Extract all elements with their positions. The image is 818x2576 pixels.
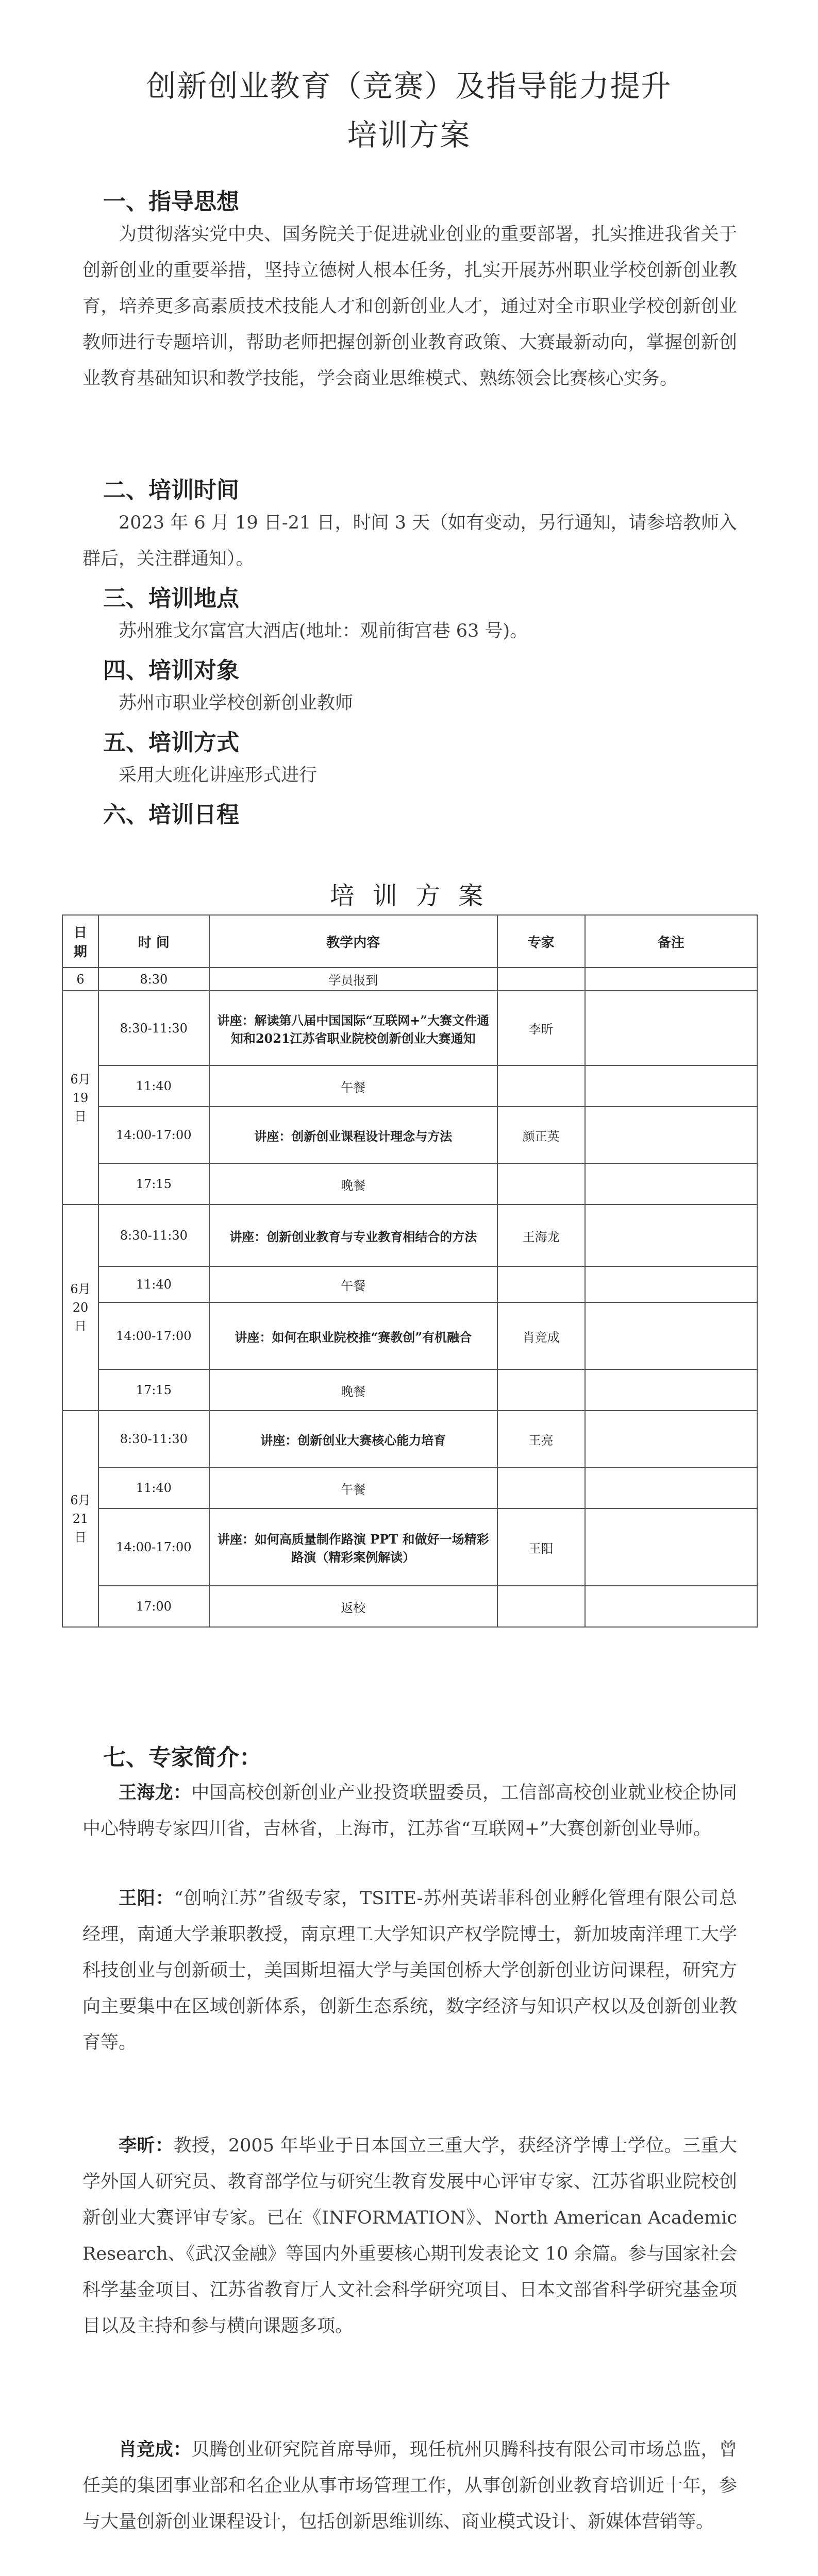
expert-cell: 颜正英 [497,1107,585,1163]
content-cell: 晚餐 [209,1163,497,1205]
section-heading-experts: 七、专家简介： [103,1744,262,1771]
time-cell: 14:00-17:00 [98,1107,209,1163]
table-row [62,1411,757,1467]
date-cell: 6 [62,968,98,991]
content-cell: 讲座：解读第八届中国国际“互联网+”大赛文件通知和2021江苏省职业院校创新创业大赛通知 [209,991,497,1065]
expert-bio [82,1880,737,2061]
guiding-paragraph: 为贯彻落实党中央、国务院关于促进就业创业的重要部署，扎实推进我省关于创新创业的重要举措，坚持立德树人根本任务，扎实开展苏州职业学校创新创业教育，培养更多高素质技术技能人才和创新创业人才，通过对全市职业学校创新创业教师进行专题培训，帮助老师把握创新创业教育政策、大赛最新动向，掌握创新创业教育基础知识和教学技能，学会商业思维模式、熟练领会比赛核心实务。 [82,224,737,389]
table-row [62,1205,757,1266]
expert-name: 李昕： [119,2135,174,2156]
date-cell-19: 6月19日 [62,991,98,1205]
time-cell: 17:15 [98,1163,209,1205]
table-row [62,1467,757,1509]
content-cell: 讲座：创新创业大赛核心能力培育 [209,1411,497,1467]
expert-name: 王阳： [119,1888,174,1909]
time-cell: 8:30-11:30 [98,1205,209,1266]
table-row [62,1266,757,1302]
time-cell: 14:00-17:00 [98,1509,209,1586]
content-cell: 返校 [209,1586,497,1627]
content-cell: 讲座：如何高质量制作路演 PPT 和做好一场精彩路演（精彩案例解读） [209,1509,497,1586]
content-cell: 午餐 [209,1266,497,1302]
content-cell: 晚餐 [209,1369,497,1411]
header-content: 教学内容 [209,915,497,968]
header-time: 时 间 [98,915,209,968]
section-heading-place: 三、培训地点 [103,585,239,612]
expert-text: 教授，2005 年毕业于日本国立三重大学，获经济学博士学位。三重大学外国人研究员、教育部学位与研究生教育发展中心评审专家、江苏省职业院校创新创业大赛评审专家。已在《INFORMATION》、North American Academic Research、《武汉金融》等国内外重要核心期刊发表论文 10 余篇。参与国家社会科学基金项目、江苏省教育厅人文社会科学研究项目、日本文部省科学研究基金项目以及主持和参与横向课题多项。 [82,2136,737,2336]
date-cell-21: 6月21日 [62,1411,98,1627]
table-row [62,968,757,991]
expert-text: 贝腾创业研究院首席导师，现任杭州贝腾科技有限公司市场总监，曾任美的集团事业部和名企业从事市场管理工作，从事创新创业教育培训近十年，参与大量创新创业课程设计，包括创新思维训练、商业模式设计、新媒体营销等。 [82,2439,737,2532]
place-paragraph: 苏州雅戈尔富宫大酒店(地址：观前街宫巷 63 号)。 [119,621,528,641]
section-heading-guiding: 一、指导思想 [103,189,239,215]
content-cell: 讲座：创新创业教育与专业教育相结合的方法 [209,1205,497,1266]
expert-bio [82,2432,737,2540]
section-heading-time: 二、培训时间 [103,477,239,503]
table-row [62,1065,757,1107]
expert-bio [82,2128,737,2344]
content-cell: 讲座：如何在职业院校推“赛教创”有机融合 [209,1302,497,1369]
header-date: 日期 [62,915,98,968]
time-cell: 11:40 [98,1266,209,1302]
time-cell: 14:00-17:00 [98,1302,209,1369]
schedule-table [62,914,758,1628]
doc-title-line1: 创新创业教育（竞赛）及指导能力提升 [146,69,672,104]
time-cell: 11:40 [98,1467,209,1509]
schedule-title: 培 训 方 案 [329,882,489,910]
table-row [62,1586,757,1627]
method-paragraph: 采用大班化讲座形式进行 [119,765,318,786]
expert-text: “创响江苏”省级专家，TSITE-苏州英诺菲科创业孵化管理有限公司总经理，南通大学兼职教授，南京理工大学知识产权学院博士，新加坡南洋理工大学科技创业与创新硕士，美国斯坦福大学与美国创桥大学创新创业访问课程，研究方向主要集中在区域创新体系，创新生态系统，数字经济与知识产权以及创新创业教育等。 [82,1888,737,2053]
expert-cell: 王海龙 [497,1205,585,1266]
table-row [62,1107,757,1163]
table-row [62,1163,757,1205]
section-heading-method: 五、培训方式 [103,730,239,756]
section-heading-target: 四、培训对象 [103,657,239,684]
time-cell: 11:40 [98,1065,209,1107]
time-paragraph: 2023 年 6 月 19 日-21 日，时间 3 天（如有变动，另行通知，请参培教师入群后，关注群通知）。 [82,513,737,569]
content-cell: 午餐 [209,1467,497,1509]
time-cell: 8:30-11:30 [98,1411,209,1467]
expert-cell: 李昕 [497,991,585,1065]
header-note: 备注 [585,915,757,968]
schedule-header-row [62,915,757,968]
content-cell: 讲座：创新创业课程设计理念与方法 [209,1107,497,1163]
expert-cell: 肖竞成 [497,1302,585,1369]
date-cell-20: 6月20日 [62,1205,98,1411]
content-cell: 午餐 [209,1065,497,1107]
table-row [62,1302,757,1369]
expert-cell: 王阳 [497,1509,585,1586]
table-row [62,991,757,1065]
table-row [62,1369,757,1411]
expert-text: 中国高校创新创业产业投资联盟委员，工信部高校创业就业校企协同中心特聘专家四川省，吉林省，上海市，江苏省“互联网+”大赛创新创业导师。 [82,1783,737,1839]
expert-name: 肖竞成： [119,2439,192,2460]
expert-cell: 王亮 [497,1411,585,1467]
table-row [62,1509,757,1586]
header-expert: 专家 [497,915,585,968]
doc-title-line2: 培训方案 [347,117,471,152]
time-cell: 17:15 [98,1369,209,1411]
time-cell: 8:30-11:30 [98,991,209,1065]
expert-name: 王海龙： [119,1782,192,1803]
section-heading-schedule: 六、培训日程 [103,802,239,828]
time-cell: 17:00 [98,1586,209,1627]
time-cell: 8:30 [98,968,209,991]
content-cell: 学员报到 [209,968,497,991]
expert-bio [82,1775,737,1847]
target-paragraph: 苏州市职业学校创新创业教师 [119,693,354,714]
